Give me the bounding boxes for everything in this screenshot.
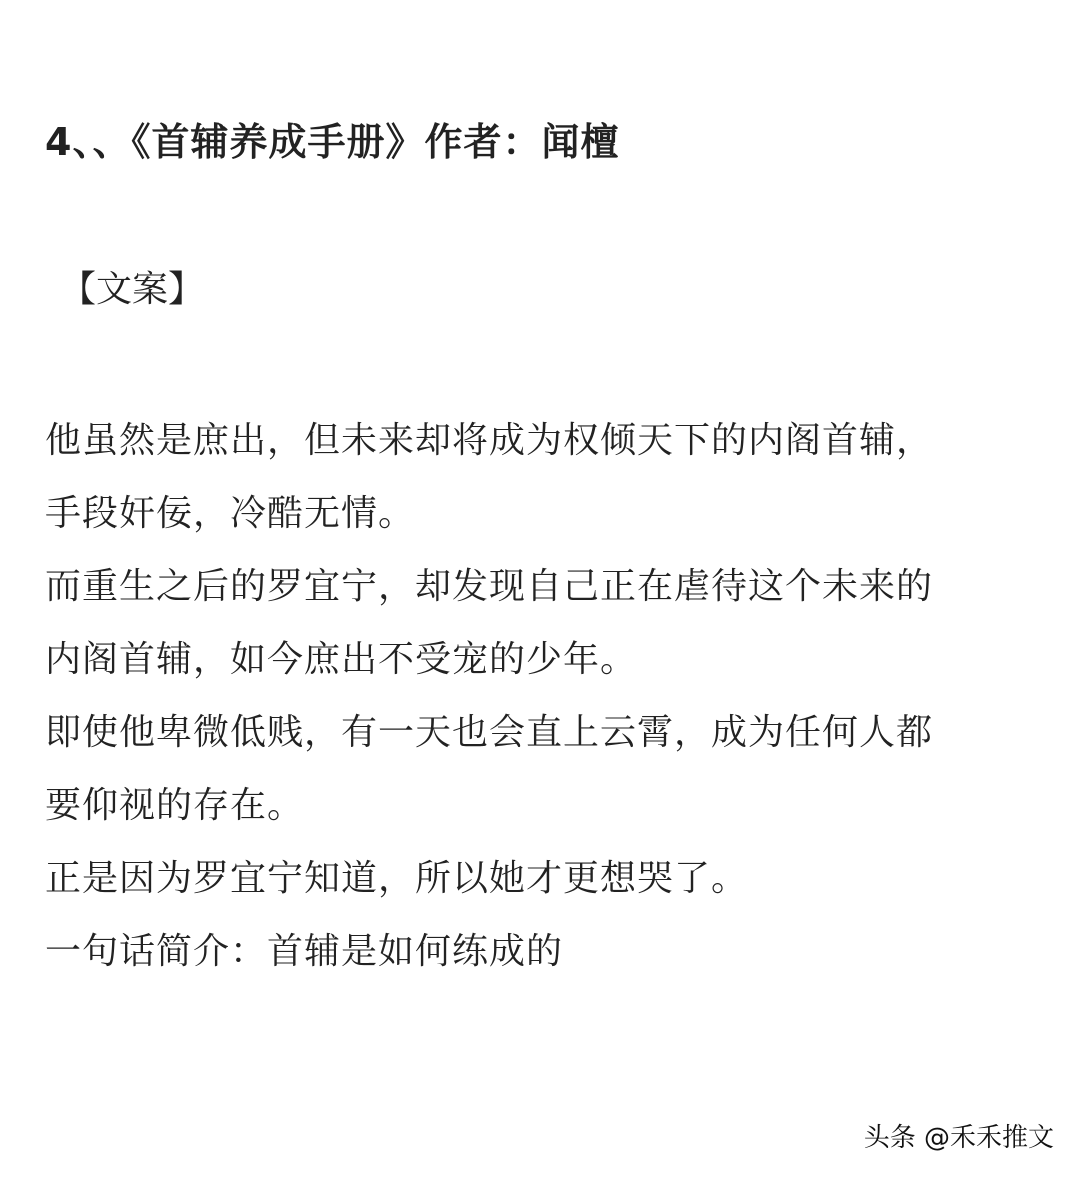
synopsis-line: 要仰视的存在。 <box>45 785 305 826</box>
synopsis-line: 内阁首辅，如今庶出不受宠的少年。 <box>45 639 638 680</box>
synopsis-line: 他虽然是庶出，但未来却将成为权倾天下的内阁首辅， <box>45 420 934 461</box>
watermark: 头条 @禾禾推文 <box>863 1123 1054 1153</box>
synopsis-text <box>45 404 1045 988</box>
book-title: 4、、《首辅养成手册》作者：闻檀 <box>45 120 620 164</box>
synopsis-line: 手段奸佞，冷酷无情。 <box>45 493 416 534</box>
synopsis-line: 正是因为罗宜宁知道，所以她才更想哭了。 <box>45 858 749 899</box>
section-label: 【文案】 <box>60 269 205 310</box>
synopsis-line: 而重生之后的罗宜宁，却发现自己正在虐待这个未来的 <box>45 566 934 607</box>
synopsis-line: 一句话简介：首辅是如何练成的 <box>45 931 564 972</box>
synopsis-line: 即使他卑微低贱，有一天也会直上云霄，成为任何人都 <box>45 712 934 753</box>
